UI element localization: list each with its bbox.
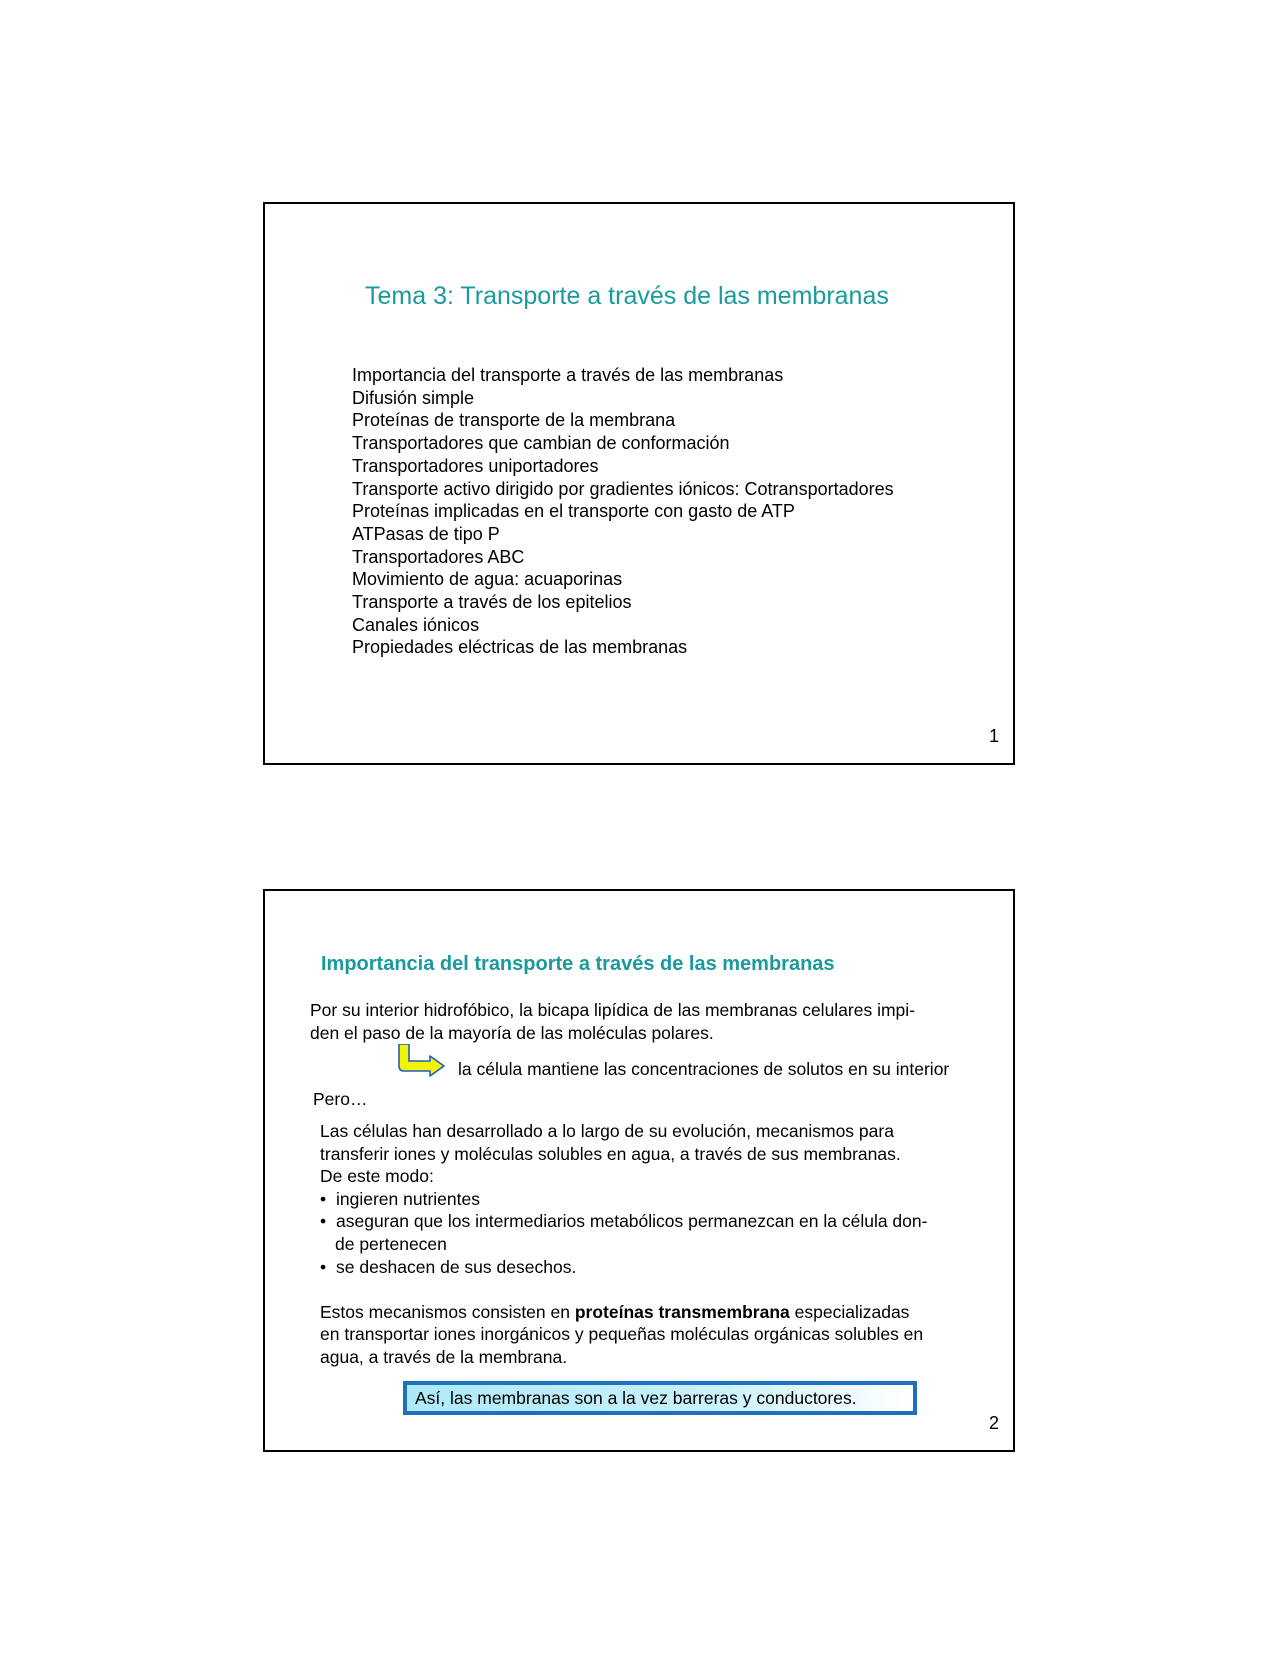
topic-item: Transportadores ABC	[352, 546, 525, 567]
intro-line: den el paso de la mayoría de las moléculas polares.	[310, 1023, 714, 1043]
body-text	[320, 1120, 927, 1369]
topic-item: Canales iónicos	[352, 614, 480, 635]
topic-item: Importancia del transporte a través de las membranas	[352, 365, 784, 385]
body-line: transferir iones y moléculas solubles en agua, a través de sus membranas.	[320, 1143, 901, 1164]
topic-item: Transportadores que cambian de conformación	[352, 433, 730, 454]
topic-item: Proteínas implicadas en el transporte con gasto de ATP	[352, 501, 795, 522]
bullet-continuation: de pertenecen	[335, 1233, 447, 1254]
bullet-item	[320, 1210, 927, 1233]
topic-item: Transportadores uniportadores	[352, 455, 599, 476]
slide-2-page-number: 2	[988, 1413, 999, 1433]
arrow-caption: la célula mantiene las concentraciones de solutos en su interior	[458, 1059, 950, 1079]
para-text: especializadas	[789, 1301, 910, 1322]
topic-item: Proteínas de transporte de la membrana	[352, 410, 676, 431]
bullet-marker: •	[320, 1211, 327, 1232]
topic-item: Transporte a través de los epitelios	[352, 592, 632, 613]
bullet-text: aseguran que los intermediarios metabólicos permanezcan en la célula don-	[336, 1211, 928, 1232]
topic-item: Propiedades eléctricas de las membranas	[352, 637, 688, 658]
bullet-item	[320, 1256, 927, 1279]
slide-2-title: Importancia del transporte a través de las membranas	[321, 953, 835, 975]
pero-label: Pero…	[313, 1089, 368, 1109]
bullet-text: se deshacen de sus desechos.	[336, 1256, 577, 1277]
curved-arrow-icon	[396, 1044, 446, 1078]
slide-2	[263, 889, 1015, 1452]
intro-line: Por su interior hidrofóbico, la bicapa lipídica de las membranas celulares impi-	[310, 1000, 916, 1020]
bullet-item	[320, 1188, 927, 1211]
body-line: agua, a través de la membrana.	[320, 1346, 568, 1367]
intro-paragraph	[310, 999, 915, 1045]
para-bold-text: proteínas transmembrana	[574, 1301, 790, 1322]
slide-1	[263, 202, 1015, 765]
bullet-text: ingieren nutrientes	[336, 1188, 480, 1209]
topic-item: Difusión simple	[352, 387, 475, 408]
body-line: Las células han desarrollado a lo largo de su evolución, mecanismos para	[320, 1121, 894, 1141]
body-line: De este modo:	[320, 1166, 434, 1187]
body-line	[320, 1301, 927, 1324]
bullet-marker: •	[320, 1188, 327, 1209]
para-text: Estos mecanismos consisten en	[320, 1301, 575, 1322]
topic-item: Transporte activo dirigido por gradientes iónicos: Cotransportadores	[352, 478, 894, 499]
paragraph-gap	[320, 1278, 927, 1301]
topic-list	[352, 364, 894, 659]
topic-item: ATPasas de tipo P	[352, 523, 500, 544]
bullet-marker: •	[320, 1256, 327, 1277]
highlight-box: Así, las membranas son a la vez barreras y conductores.	[403, 1381, 917, 1415]
body-line: en transportar iones inorgánicos y pequeñas moléculas orgánicas solubles en	[320, 1324, 924, 1345]
topic-item: Movimiento de agua: acuaporinas	[352, 569, 623, 590]
slide-1-page-number: 1	[988, 726, 999, 746]
slide-1-title: Tema 3: Transporte a través de las membranas	[365, 282, 889, 310]
